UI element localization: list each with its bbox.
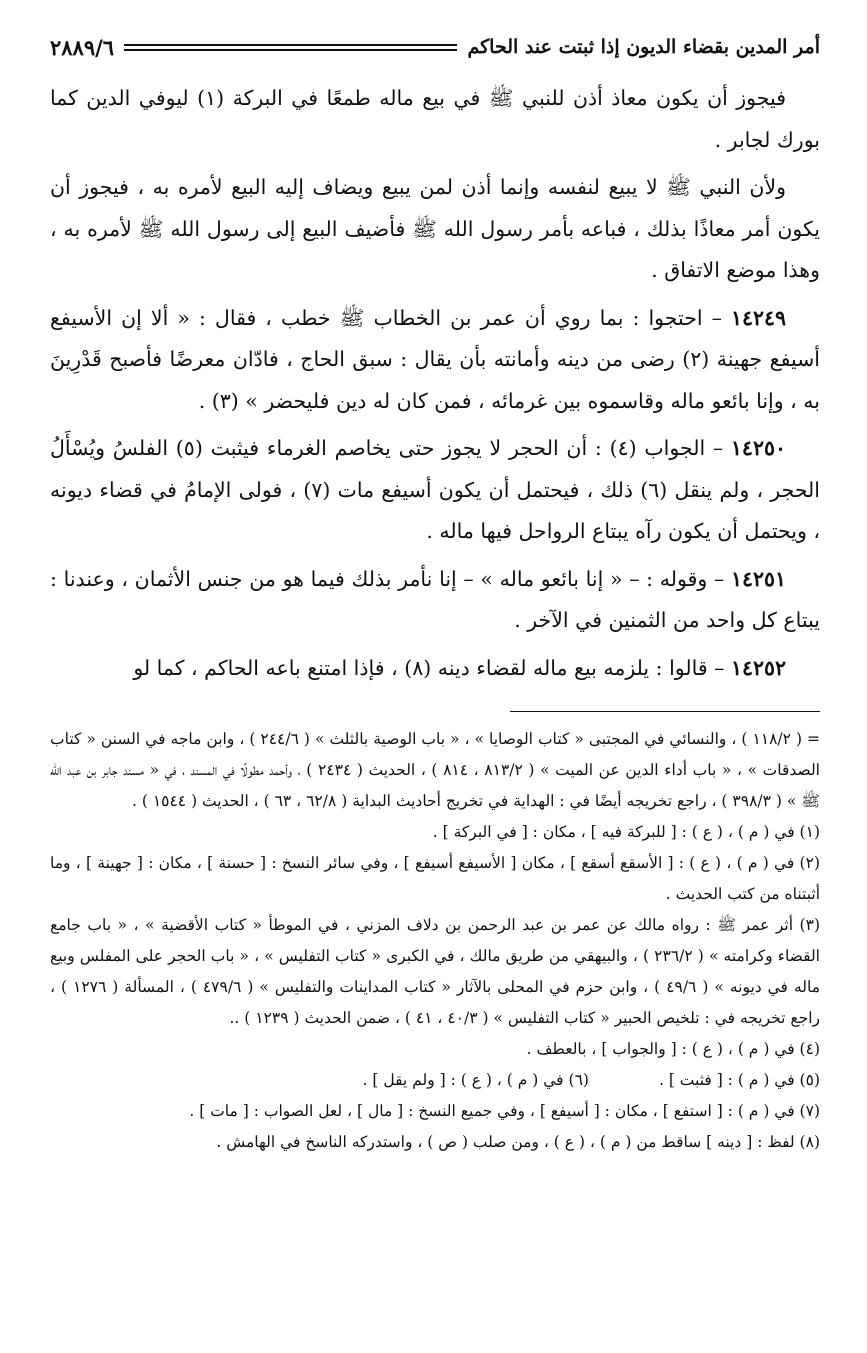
running-title: أمر المدين بقضاء الديون إذا ثبتت عند الحاكم <box>467 36 820 58</box>
footnote: (٢) في ( م ) ، ( ع ) : [ الأسقع أسقع ] ، مكان [ الأسيفع أسيفع ] ، وفي سائر النسخ : [ حسنة ] ، مكان : [ جهينة ] ، وما أثبتناه من كتب الحديث . <box>50 854 820 903</box>
issue-number: ١٤٢٥٠ <box>730 436 786 460</box>
footnotes <box>50 724 820 1158</box>
paragraph <box>50 559 820 642</box>
paragraph: ولأن النبي ﷺ لا يبيع لنفسه وإنما أذن لمن يبيع ويضاف إليه البيع لأمره به ، فيجوز أن يكون أمر معاذًا بذلك ، فباعه بأمر رسول الله ﷺ فأضيف البيع إلى رسول الله ﷺ لأمره به ، وهذا موضع الاتفاق . <box>50 175 820 282</box>
paragraph-text: – احتجوا : بما روي أن عمر بن الخطاب ﷺ خطب ، فقال : « ألا إن الأسيفع أسيفع جهينة (٢) رضى من دينه وأمانته بأن يقال : سبق الحاج ، فادّان معرضًا فأصبح قَدْرِينَ به ، وإنا بائعو ماله وقاسموه بين غرمائه ، فمن كان له دين فليحضر » (٣) . <box>50 305 821 413</box>
issue-number: ١٤٢٥٢ <box>730 655 786 680</box>
footnote-separator <box>510 711 820 712</box>
main-text <box>50 78 820 689</box>
book-page <box>50 30 820 1158</box>
footnote: (٥) في ( م ) : [ فثبت ] . <box>658 1071 820 1089</box>
paragraph-text: – الجواب (٤) : أن الحجر لا يجوز حتى يخاصم الغرماء فيثبت (٥) الفلسُ ويُسْأَلُ الحجر ، ولم ينقل (٦) ذلك ، فيحتمل أن يكون أسيفع مات (٧) ، فولى الإمامُ في قضاء ديونه ، ويحتمل أن يكون رآه يبتاع الرواحل فيها ماله . <box>50 436 820 543</box>
footnote: (٧) في ( م ) : [ استفع ] ، مكان : [ أسيفع ] ، وفي جميع النسخ : [ مال ] ، لعل الصواب : [ مات ] . <box>189 1102 820 1120</box>
footnote: (٦) في ( م ) ، ( ع ) : [ ولم يقل ] . <box>362 1071 589 1089</box>
footnote-pair <box>50 1065 820 1096</box>
paragraph-text: – قالوا : يلزمه بيع ماله لقضاء دينه (٨) ، فإذا امتنع باعه الحاكم ، كما لو <box>133 655 731 680</box>
footnote: (١) في ( م ) ، ( ع ) : [ للبركة فيه ] ، مكان : [ في البركة ] . <box>432 823 820 841</box>
issue-number: ١٤٢٥١ <box>730 566 786 591</box>
footnote-continuation: = ( ١١٨/٢ ) ، والنسائي في المجتبى « كتاب الوصايا » ، « باب الوصية بالثلث » ( ٢٤٤/٦ ) ، وابن ماجه في السنن « كتاب الصدقات » ، « باب أداء الدين عن الميت » ( ٨١٣/٢ ، ٨١٤ ) ، الحديث ( ٢٤٣٤ ) ، وأحمد مطولًا في المسند ، في « مسند جابر بن عبد الله ﷺ » ( ٣٩٨/٣ ) ، راجع تخريجه أيضًا في : الهداية في تخريج أحاديث البداية ( ٦٢/٨ ، ٦٣ ) ، الحديث ( ١٥٤٤ ) . <box>50 730 821 810</box>
paragraph: فيجوز أن يكون معاذ أذن للنبي ﷺ في بيع ماله طمعًا في البركة (١) ليوفي الدين كما بورك لجابر . <box>50 86 820 152</box>
paragraph <box>50 648 820 690</box>
running-header <box>50 30 820 64</box>
header-rule <box>124 44 457 51</box>
footnote: (٤) في ( م ) ، ( ع ) : [ والجواب ] ، بالعطف . <box>526 1040 820 1058</box>
page-number: ٢٨٨٩/٦ <box>50 34 115 60</box>
paragraph-text: – وقوله : – « إنا بائعو ماله » – إنا نأمر بذلك فيما هو من جنس الأثمان ، وعندنا : يبتاع كل واحد من الثمنين في الآخر . <box>50 566 820 632</box>
issue-number: ١٤٢٤٩ <box>730 305 786 330</box>
paragraph <box>50 298 820 423</box>
footnote: (٨) لفظ : [ دينه ] ساقط من ( م ) ، ( ع ) ، ومن صلب ( ص ) ، واستدركه الناسخ في الهامش . <box>216 1133 820 1151</box>
paragraph <box>50 428 820 553</box>
footnote: (٣) أثر عمر ﷺ : رواه مالك عن عمر بن عبد الرحمن بن دلاف المزني ، في الموطأ « كتاب الأقضية » ، « باب جامع القضاء وكرامته » ( ٢٣٦/٢ ) ، والبيهقي من طريق مالك ، في الكبرى « كتاب التفليس » ، « باب الحجر على المفلس وبيع ماله في ديونه » ( ٤٩/٦ ) ، وابن حزم في المحلى بالآثار « كتاب المداينات والتفليس » ( ٤٧٩/٦ ) ، المسألة ( ١٢٧٦ ) ، راجع تخريجه في : تلخيص الحبير « كتاب التفليس » ( ٤٠/٣ ، ٤١ ) ، ضمن الحديث ( ١٢٣٩ ) .. <box>50 916 820 1027</box>
